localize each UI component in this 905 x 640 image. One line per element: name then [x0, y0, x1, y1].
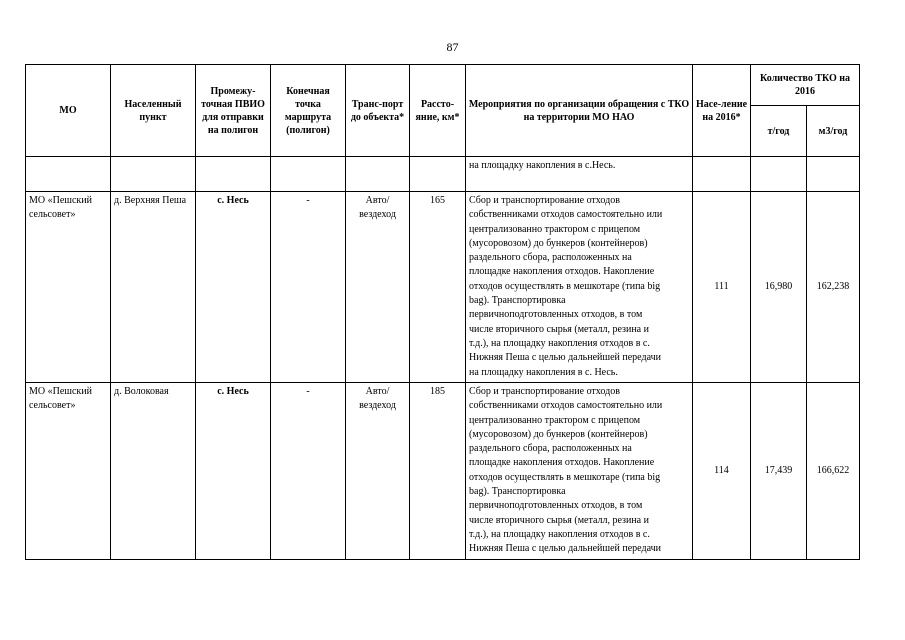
cell-distance: 185 — [410, 383, 466, 560]
header-tko-m3: м3/год — [807, 106, 860, 157]
tko-table — [25, 64, 860, 560]
cell-mo: МО «Пешский сельсовет» — [26, 192, 111, 383]
cell-empty — [751, 157, 807, 192]
cell-tko-tons: 16,980 — [751, 192, 807, 383]
cell-population: 114 — [693, 383, 751, 560]
cell-tko-tons: 17,439 — [751, 383, 807, 560]
cell-endpoint: - — [271, 383, 346, 560]
table-row — [26, 383, 860, 560]
header-endpoint: Конечная точка маршрута (полигон) — [271, 65, 346, 157]
cell-empty — [26, 157, 111, 192]
cell-settlement: д. Волоковая — [111, 383, 196, 560]
header-row-1 — [26, 65, 860, 106]
table-row — [26, 192, 860, 383]
cell-transport: Авто/ вездеход — [346, 192, 410, 383]
cell-empty — [693, 157, 751, 192]
table-row-continuation — [26, 157, 860, 192]
cell-measures: на площадку накопления в с.Несь. — [466, 157, 693, 192]
cell-empty — [346, 157, 410, 192]
cell-settlement: д. Верхняя Пеша — [111, 192, 196, 383]
cell-empty — [410, 157, 466, 192]
cell-distance: 165 — [410, 192, 466, 383]
header-tko-tons: т/год — [751, 106, 807, 157]
header-measures: Мероприятия по организации обращения с ТКО на территории МО НАО — [466, 65, 693, 157]
header-tko-group: Количество ТКО на 2016 — [751, 65, 860, 106]
header-transport: Транс-порт до объекта* — [346, 65, 410, 157]
page-number: 87 — [446, 40, 459, 54]
header-ppvo: Промежу-точная ПВИО для отправки на полигон — [196, 65, 271, 157]
cell-ppvo: с. Несь — [196, 192, 271, 383]
header-distance: Рассто-яние, км* — [410, 65, 466, 157]
cell-tko-m3: 162,238 — [807, 192, 860, 383]
cell-measures: Сбор и транспортирование отходов собственниками отходов самостоятельно или централизованно трактором с прицепом (мусоровозом) до бункеров (контейнеров) раздельного сбора, расположенных на площадке накопления отходов. Накопление отходов осуществлять в мешкотаре (типа big bag). Транспортировка первичноподготовленных отходов, в том числе вторичного сырья (металл, резина и т.д.), на площадку накопления отходов в с. Нижняя Пеша с целью дальнейшей передачи — [466, 383, 693, 560]
cell-empty — [807, 157, 860, 192]
cell-transport: Авто/ вездеход — [346, 383, 410, 560]
cell-empty — [111, 157, 196, 192]
cell-measures: Сбор и транспортирование отходов собственниками отходов самостоятельно или централизованно трактором с прицепом (мусоровозом) до бункеров (контейнеров) раздельного сбора, расположенных на площадке накопления отходов. Накопление отходов осуществлять в мешкотаре (типа big bag). Транспортировка первичноподготовленных отходов, в том числе вторичного сырья (металл, резина и т.д.), на площадку накопления отходов в с. Нижняя Пеша с целью дальнейшей передачи на площадку накопления в с. Несь. — [466, 192, 693, 383]
cell-mo: МО «Пешский сельсовет» — [26, 383, 111, 560]
header-settlement: Населенный пункт — [111, 65, 196, 157]
cell-endpoint: - — [271, 192, 346, 383]
cell-population: 111 — [693, 192, 751, 383]
cell-empty — [196, 157, 271, 192]
header-mo: МО — [26, 65, 111, 157]
cell-empty — [271, 157, 346, 192]
cell-ppvo: с. Несь — [196, 383, 271, 560]
header-population: Насе-ление на 2016* — [693, 65, 751, 157]
cell-tko-m3: 166,622 — [807, 383, 860, 560]
